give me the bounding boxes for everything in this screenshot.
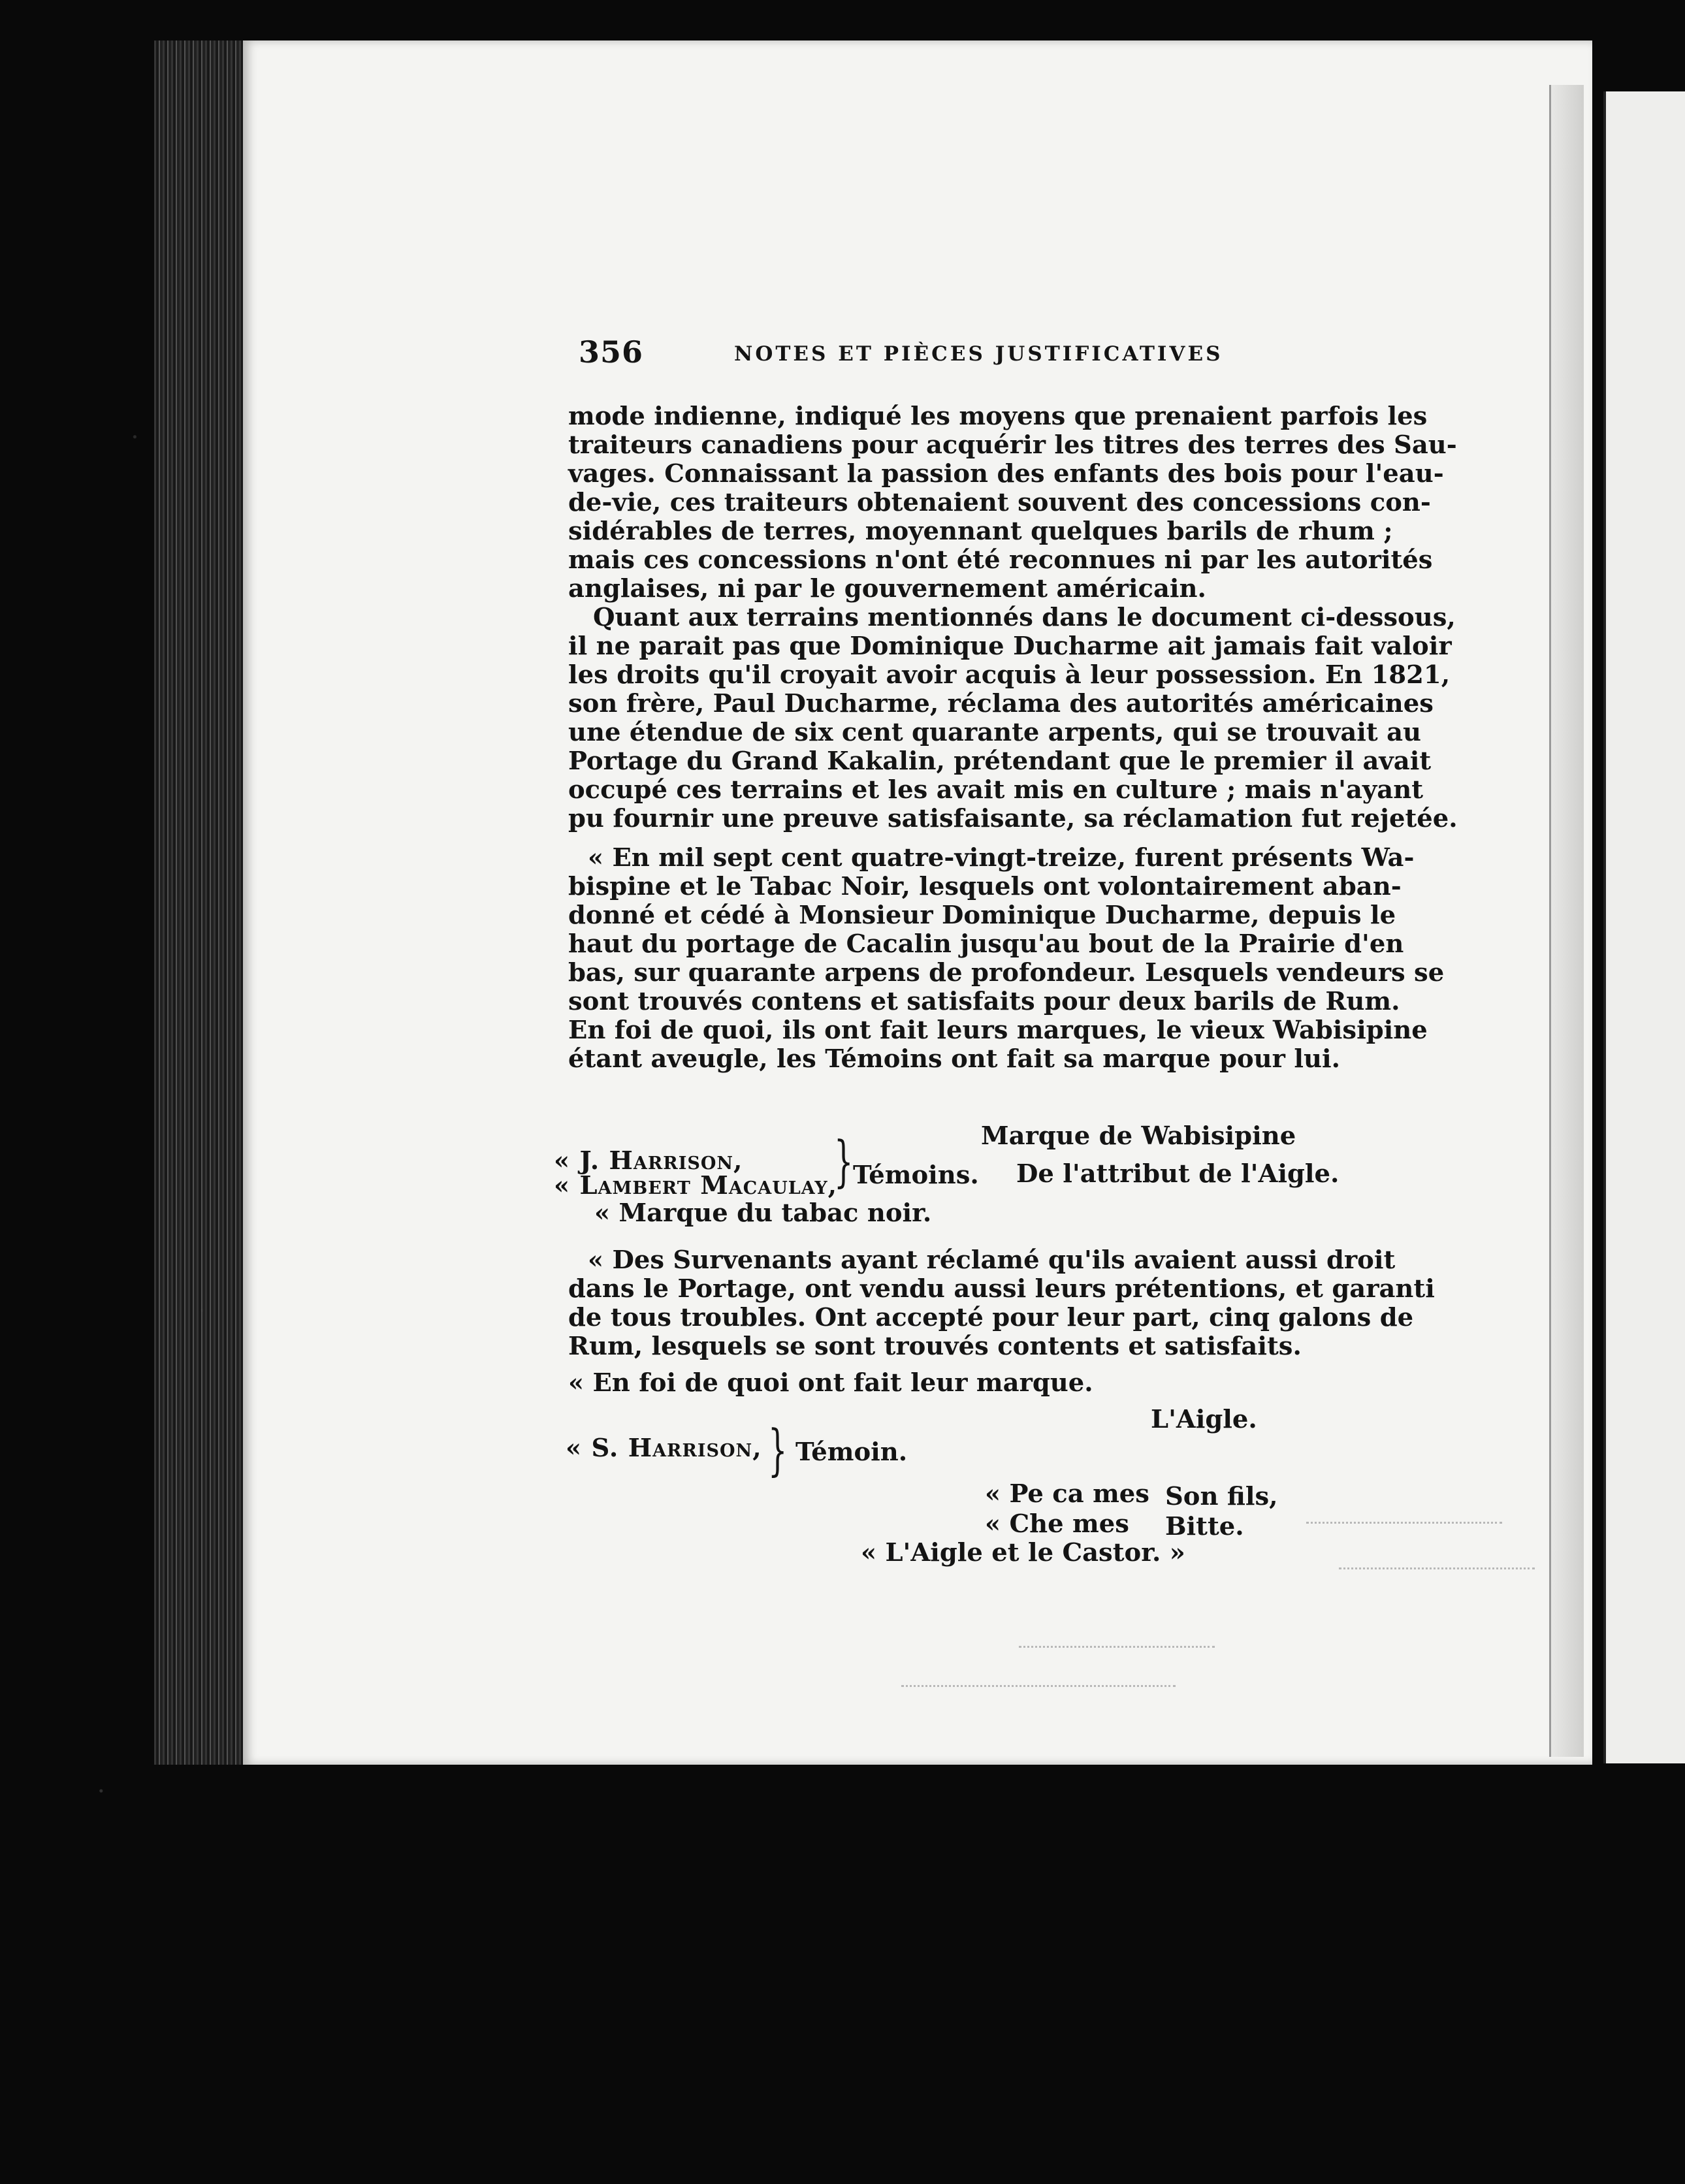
mark-wabisipine-line1: Marque de Wabisipine (981, 1121, 1296, 1151)
text-line: anglaises, ni par le gouvernement américain. (568, 574, 1206, 603)
text-line: étant aveugle, les Témoins ont fait sa marque pour lui. (568, 1044, 1340, 1074)
text-line: bispine et le Tabac Noir, lesquels ont volontairement aban- (568, 872, 1402, 901)
bleed-through-rule (1019, 1646, 1215, 1648)
text-line: vages. Connaissant la passion des enfants des bois pour l'eau- (568, 459, 1444, 489)
bleed-through-rule (901, 1685, 1176, 1687)
text-line: « En foi de quoi ont fait leur marque. (568, 1368, 1093, 1398)
bleed-through-rule (1306, 1522, 1502, 1524)
mark-wabisipine-line2: De l'attribut de l'Aigle. (1016, 1159, 1340, 1189)
brace: } (834, 1129, 854, 1193)
book-page-edges (154, 40, 246, 1765)
brace: } (768, 1418, 788, 1482)
page-number: 356 (579, 334, 644, 370)
text-line: il ne parait pas que Dominique Ducharme ait jamais fait valoir (568, 632, 1452, 661)
text-line: occupé ces terrains et les avait mis en culture ; mais n'ayant (568, 775, 1423, 805)
bleed-through-rule (1339, 1567, 1535, 1569)
text-line: pu fournir une preuve satisfaisante, sa réclamation fut rejetée. (568, 804, 1458, 833)
text-line: son frère, Paul Ducharme, réclama des autorités américaines (568, 689, 1434, 718)
witness-macaulay: « Lambert Macaulay, (554, 1171, 838, 1200)
text-line: de-vie, ces traiteurs obtenaient souvent des concessions con- (568, 488, 1431, 517)
text-line: mode indienne, indiqué les moyens que prenaient parfois les (568, 402, 1428, 431)
mark-aigle-castor: « L'Aigle et le Castor. » (861, 1538, 1185, 1567)
text-line: de tous troubles. Ont accepté pour leur part, cinq galons de (568, 1303, 1414, 1332)
text-line: donné et cédé à Monsieur Dominique Ducharme, depuis le (568, 901, 1396, 930)
mark-pe-ca-mes: « Pe ca mes (985, 1479, 1149, 1509)
bitte: Bitte. (1165, 1512, 1244, 1541)
witness-s-harrison: « S. Harrison, (566, 1434, 762, 1463)
text-line: haut du portage de Cacalin jusqu'au bout de la Prairie d'en (568, 929, 1404, 959)
running-title: NOTES ET PIÈCES JUSTIFICATIVES (734, 342, 1223, 366)
text-line: traiteurs canadiens pour acquérir les titres des terres des Sau- (568, 430, 1457, 460)
text-line: dans le Portage, ont vendu aussi leurs prétentions, et garanti (568, 1274, 1435, 1304)
facing-page-sliver (1603, 91, 1685, 1763)
text-line: sont trouvés contens et satisfaits pour deux barils de Rum. (568, 987, 1400, 1016)
text-line: sidérables de terres, moyennant quelques barils de rhum ; (568, 517, 1393, 546)
text-line: Rum, lesquels se sont trouvés contents et satisfaits. (568, 1332, 1302, 1361)
son-fils: Son fils, (1165, 1482, 1278, 1511)
text-line: une étendue de six cent quarante arpents, qui se trouvait au (568, 718, 1422, 747)
text-line: mais ces concessions n'ont été reconnues ni par les autorités (568, 545, 1433, 575)
text-line: bas, sur quarante arpens de profondeur. Lesquels vendeurs se (568, 958, 1445, 988)
text-line: En foi de quoi, ils ont fait leurs marques, le vieux Wabisipine (568, 1016, 1428, 1045)
text-line: Quant aux terrains mentionnés dans le document ci-dessous, (593, 603, 1456, 632)
page-header (579, 334, 1310, 374)
witness-label: Témoin. (795, 1437, 908, 1467)
text-line: « En mil sept cent quatre-vingt-treize, furent présents Wa- (588, 843, 1415, 873)
mark-che-mes: « Che mes (985, 1509, 1129, 1539)
text-line: les droits qu'il croyait avoir acquis à leur possession. En 1821, (568, 660, 1451, 690)
page-fold-edge (1549, 85, 1584, 1757)
witness-harrison: « J. Harrison, (554, 1146, 743, 1176)
mark-aigle: L'Aigle. (1151, 1405, 1257, 1434)
text-line: Portage du Grand Kakalin, prétendant que le premier il avait (568, 747, 1432, 776)
text-line: « Des Survenants ayant réclamé qu'ils avaient aussi droit (588, 1245, 1396, 1275)
witnesses-label: Témoins. (853, 1161, 979, 1190)
mark-tabac-noir: « Marque du tabac noir. (594, 1198, 932, 1228)
